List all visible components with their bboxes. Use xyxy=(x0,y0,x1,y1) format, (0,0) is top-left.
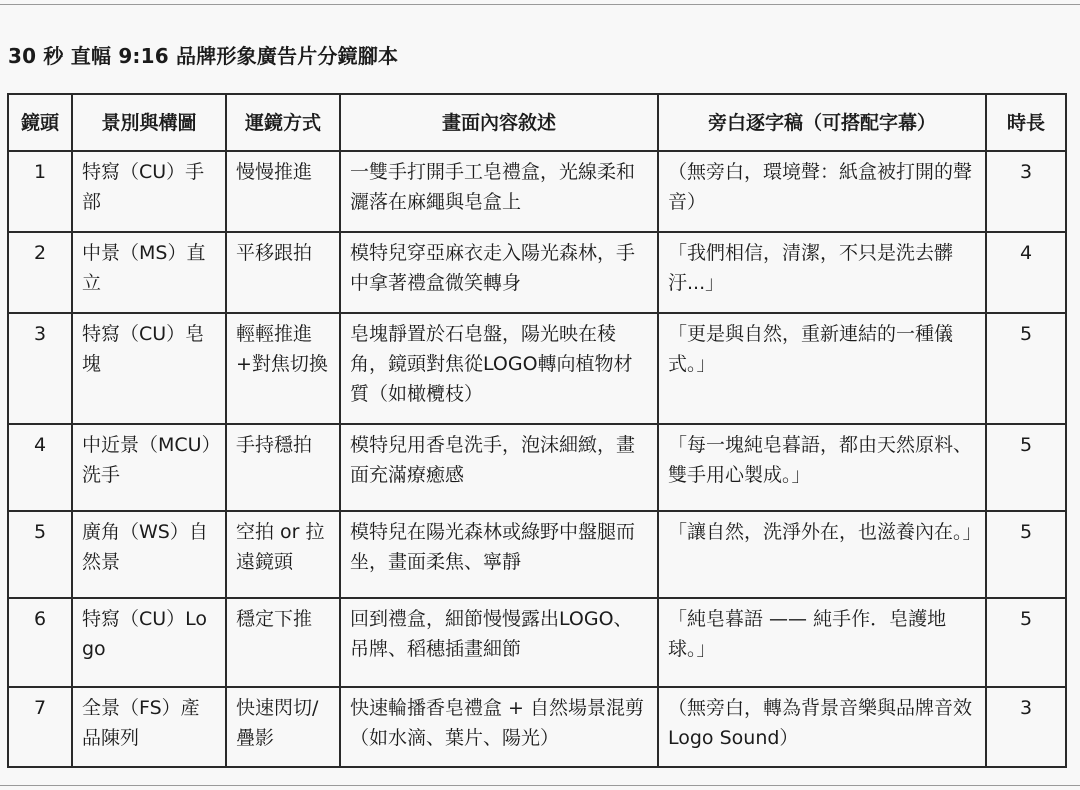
table-row xyxy=(8,232,1066,313)
narration-cell xyxy=(658,424,986,511)
camera-text: 手持穩拍 xyxy=(236,434,313,456)
content-text: 皂塊靜置於石皂盤，陽光映在稜角，鏡頭對焦從LOGO轉向植物材質（如橄欖枝） xyxy=(350,323,633,405)
content-cell xyxy=(340,424,658,511)
framing-cell xyxy=(72,313,226,424)
shot-number: 6 xyxy=(8,598,72,687)
framing-text: 全景（FS）產品陳列 xyxy=(82,697,200,749)
duration-cell: 4 xyxy=(986,232,1066,313)
narration-text: （無旁白，轉為背景音樂與品牌音效 Logo Sound） xyxy=(668,697,973,749)
narration-cell xyxy=(658,313,986,424)
content-text: 模特兒穿亞麻衣走入陽光森林，手中拿著禮盒微笑轉身 xyxy=(350,242,636,294)
table-row xyxy=(8,687,1066,767)
narration-text: （無旁白，環境聲：紙盒被打開的聲音） xyxy=(668,161,973,213)
shot-number: 1 xyxy=(8,151,72,232)
camera-text: 平移跟拍 xyxy=(236,242,313,264)
camera-text: 快速閃切/疊影 xyxy=(236,697,319,749)
storyboard-table xyxy=(7,93,1067,768)
table-row xyxy=(8,151,1066,232)
narration-cell xyxy=(658,151,986,232)
framing-cell xyxy=(72,232,226,313)
shot-number: 7 xyxy=(8,687,72,767)
narration-text: 「我們相信，清潔，不只是洗去髒汙...」 xyxy=(668,242,954,294)
framing-text: 特寫（CU）Logo xyxy=(82,608,208,660)
header-content: 畫面內容敘述 xyxy=(340,94,658,151)
camera-cell xyxy=(226,687,340,767)
shot-number: 3 xyxy=(8,313,72,424)
header-camera: 運鏡方式 xyxy=(226,94,340,151)
shot-number: 5 xyxy=(8,511,72,598)
framing-text: 中近景（MCU）洗手 xyxy=(82,434,212,486)
content-text: 回到禮盒，細節慢慢露出LOGO、吊牌、稻穗插畫細節 xyxy=(350,608,633,660)
shot-number: 4 xyxy=(8,424,72,511)
shot-number: 2 xyxy=(8,232,72,313)
header-narration: 旁白逐字稿（可搭配字幕） xyxy=(658,94,986,151)
top-divider xyxy=(0,4,1080,5)
content-cell xyxy=(340,598,658,687)
framing-cell xyxy=(72,424,226,511)
narration-text: 「讓自然，洗淨外在，也滋養內在。」 xyxy=(668,521,982,543)
table-row xyxy=(8,511,1066,598)
framing-text: 中景（MS）直立 xyxy=(82,242,206,294)
duration-cell: 3 xyxy=(986,151,1066,232)
content-text: 模特兒在陽光森林或綠野中盤腿而坐，畫面柔焦、寧靜 xyxy=(350,521,636,573)
table-row xyxy=(8,313,1066,424)
bottom-divider xyxy=(0,785,1080,786)
framing-cell xyxy=(72,151,226,232)
camera-text: 輕輕推進+對焦切換 xyxy=(236,323,328,375)
content-cell xyxy=(340,511,658,598)
header-framing: 景別與構圖 xyxy=(72,94,226,151)
framing-cell xyxy=(72,598,226,687)
content-text: 模特兒用香皂洗手，泡沫細緻，畫面充滿療癒感 xyxy=(350,434,636,486)
framing-cell xyxy=(72,511,226,598)
document-title: 30 秒 直幅 9:16 品牌形象廣告片分鏡腳本 xyxy=(8,44,399,68)
content-cell xyxy=(340,313,658,424)
camera-cell xyxy=(226,598,340,687)
duration-cell: 5 xyxy=(986,313,1066,424)
narration-text: 「更是與自然，重新連結的一種儀式。」 xyxy=(668,323,954,375)
duration-cell: 5 xyxy=(986,511,1066,598)
framing-text: 廣角（WS）自然景 xyxy=(82,521,208,573)
table-row xyxy=(8,598,1066,687)
narration-cell xyxy=(658,232,986,313)
header-shot: 鏡頭 xyxy=(8,94,72,151)
framing-text: 特寫（CU）手部 xyxy=(82,161,205,213)
camera-cell xyxy=(226,313,340,424)
camera-cell xyxy=(226,232,340,313)
duration-cell: 3 xyxy=(986,687,1066,767)
header-duration: 時長 xyxy=(986,94,1066,151)
content-text: 快速輪播香皂禮盒 + 自然場景混剪（如水滴、葉片、陽光） xyxy=(350,697,644,749)
content-text: 一雙手打開手工皂禮盒，光線柔和灑落在麻繩與皂盒上 xyxy=(350,161,636,213)
camera-text: 空拍 or 拉遠鏡頭 xyxy=(236,521,325,573)
content-cell xyxy=(340,687,658,767)
framing-cell xyxy=(72,687,226,767)
narration-cell xyxy=(658,511,986,598)
camera-text: 慢慢推進 xyxy=(236,161,313,183)
table-header-row xyxy=(8,94,1066,151)
narration-text: 「每一塊純皂暮語，都由天然原料、雙手用心製成。」 xyxy=(668,434,973,486)
table-row xyxy=(8,424,1066,511)
narration-text: 「純皂暮語 —— 純手作．皂護地球。」 xyxy=(668,608,947,660)
camera-cell xyxy=(226,151,340,232)
narration-cell xyxy=(658,598,986,687)
content-cell xyxy=(340,151,658,232)
framing-text: 特寫（CU）皂塊 xyxy=(82,323,205,375)
narration-cell xyxy=(658,687,986,767)
camera-cell xyxy=(226,511,340,598)
duration-cell: 5 xyxy=(986,598,1066,687)
camera-cell xyxy=(226,424,340,511)
duration-cell: 5 xyxy=(986,424,1066,511)
content-cell xyxy=(340,232,658,313)
camera-text: 穩定下推 xyxy=(236,608,313,630)
